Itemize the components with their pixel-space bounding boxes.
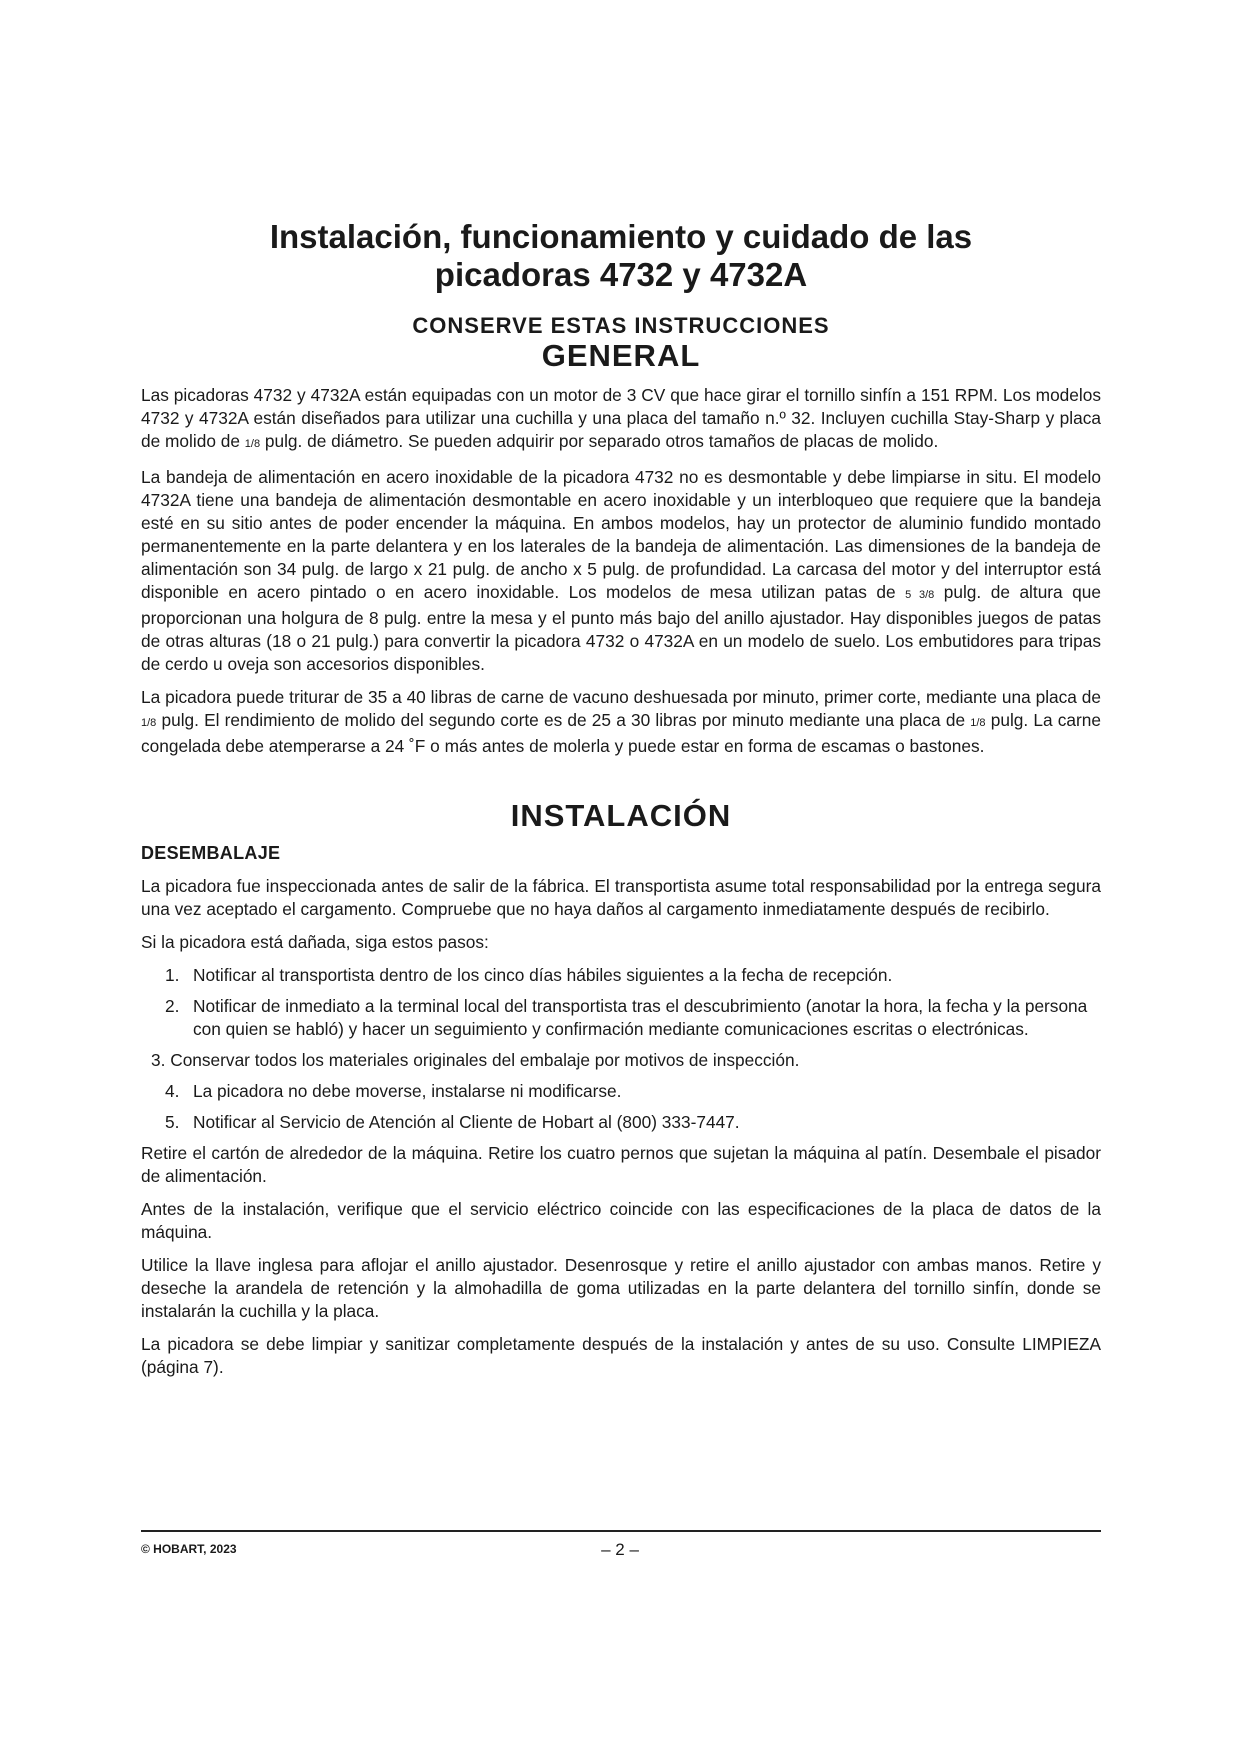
unpacking-paragraph-3: Retire el cartón de alrededor de la máquina. Retire los cuatro pernos que sujetan la máquina al patín. Desembale el pisador de alimentación. [141, 1143, 1101, 1186]
unpacking-paragraph-1: La picadora fue inspeccionada antes de salir de la fábrica. El transportista asume total responsabilidad por la entrega segura una vez aceptado el cargamento. Compruebe que no haya daños al cargamento inmediatamente después de recibirlo. [141, 876, 1101, 919]
list-item: 3. Conservar todos los materiales originales del embalaje por motivos de inspección. [151, 1050, 800, 1070]
title-line-1: Instalación, funcionamiento y cuidado de las [269, 218, 973, 255]
general-heading: GENERAL [541, 338, 701, 373]
installation-heading: INSTALACIÓN [510, 798, 732, 833]
general-paragraph-2: La bandeja de alimentación en acero inoxidable de la picadora 4732 no es desmontable y debe limpiarse in situ. El modelo 4732A tiene una bandeja de alimentación desmontable en acero inoxidable y un interbloqueo que requiere que la bandeja esté en su sitio antes de poder encender la máquina. En ambos modelos, hay un protector de aluminio fundido montado permanentemente en la parte delantera y en los laterales de la bandeja de alimentación. Las dimensiones de la bandeja de alimentación son 34 pulg. de largo x 21 pulg. de ancho x 5 pulg. de profundidad. La carcasa del motor y del interruptor está disponible en acero pintado o en acero inoxidable. Los modelos de mesa utilizan patas de 5 3/8 pulg. de altura que proporcionan una holgura de 8 pulg. entre la mesa y el punto más bajo del anillo ajustador. Hay disponibles juegos de patas de otras alturas (18 o 21 pulg.) para convertir la picadora 4732 o 4732A en un modelo de suelo. Los embutidores para tripas de cerdo u oveja son accesorios disponibles. [141, 467, 1101, 674]
installation-section [141, 875, 1101, 1389]
general-paragraph-3: La picadora puede triturar de 35 a 40 libras de carne de vacuno deshuesada por minuto, primer corte, mediante una placa de 1/8 pulg. El rendimiento de molido del segundo corte es de 25 a 30 libras por minuto mediante una placa de 1/8 pulg. La carne congelada debe atemperarse a 24 ˚F o más antes de molerla y puede estar en forma de escamas o bastones. [141, 687, 1102, 756]
document-title [141, 218, 1101, 294]
unpacking-subheading: DESEMBALAJE [141, 843, 281, 863]
damage-steps-list [141, 964, 1101, 1134]
unpacking-paragraph-2: Si la picadora está dañada, siga estos pasos: [141, 932, 489, 952]
list-item: 2. Notificar de inmediato a la terminal local del transportista tras el descubrimiento (anotar la hora, la fecha y la persona con quien se habló) y hacer un seguimiento y confirmación mediante comunicaciones escritas o electrónicas. [165, 996, 1088, 1039]
unpacking-paragraph-6: La picadora se debe limpiar y sanitizar completamente después de la instalación y antes de su uso. Consulte LIMPIEZA (página 7). [141, 1334, 1101, 1377]
general-paragraph-1: Las picadoras 4732 y 4732A están equipadas con un motor de 3 CV que hace girar el tornillo sinfín a 151 RPM. Los modelos 4732 y 4732A están diseñados para utilizar una cuchilla y una placa del tamaño n.º 32. Incluyen cuchilla Stay-Sharp y placa de molido de 1/8 pulg. de diámetro. Se pueden adquirir por separado otros tamaños de placas de molido. [141, 385, 1101, 451]
list-item: 5. Notificar al Servicio de Atención al Cliente de Hobart al (800) 333-7447. [165, 1112, 740, 1132]
general-section [141, 384, 1101, 768]
unpacking-paragraph-4: Antes de la instalación, verifique que el servicio eléctrico coincide con las especificaciones de la placa de datos de la máquina. [141, 1199, 1101, 1242]
unpacking-paragraph-5: Utilice la llave inglesa para aflojar el anillo ajustador. Desenrosque y retire el anillo ajustador con ambas manos. Retire y deseche la arandela de retención y la almohadilla de goma utilizadas en la parte delantera del tornillo sinfín, donde se instalarán la cuchilla y la placa. [141, 1255, 1101, 1321]
page-number: – 2 – [601, 1540, 639, 1559]
document-subtitle: CONSERVE ESTAS INSTRUCCIONES [412, 313, 830, 338]
list-item: 1. Notificar al transportista dentro de los cinco días hábiles siguientes a la fecha de recepción. [165, 965, 893, 985]
footer-copyright: © HOBART, 2023 [141, 1542, 237, 1556]
footer-divider [141, 1530, 1101, 1532]
title-line-2: picadoras 4732 y 4732A [434, 256, 808, 293]
list-item: 4. La picadora no debe moverse, instalarse ni modificarse. [165, 1081, 622, 1101]
